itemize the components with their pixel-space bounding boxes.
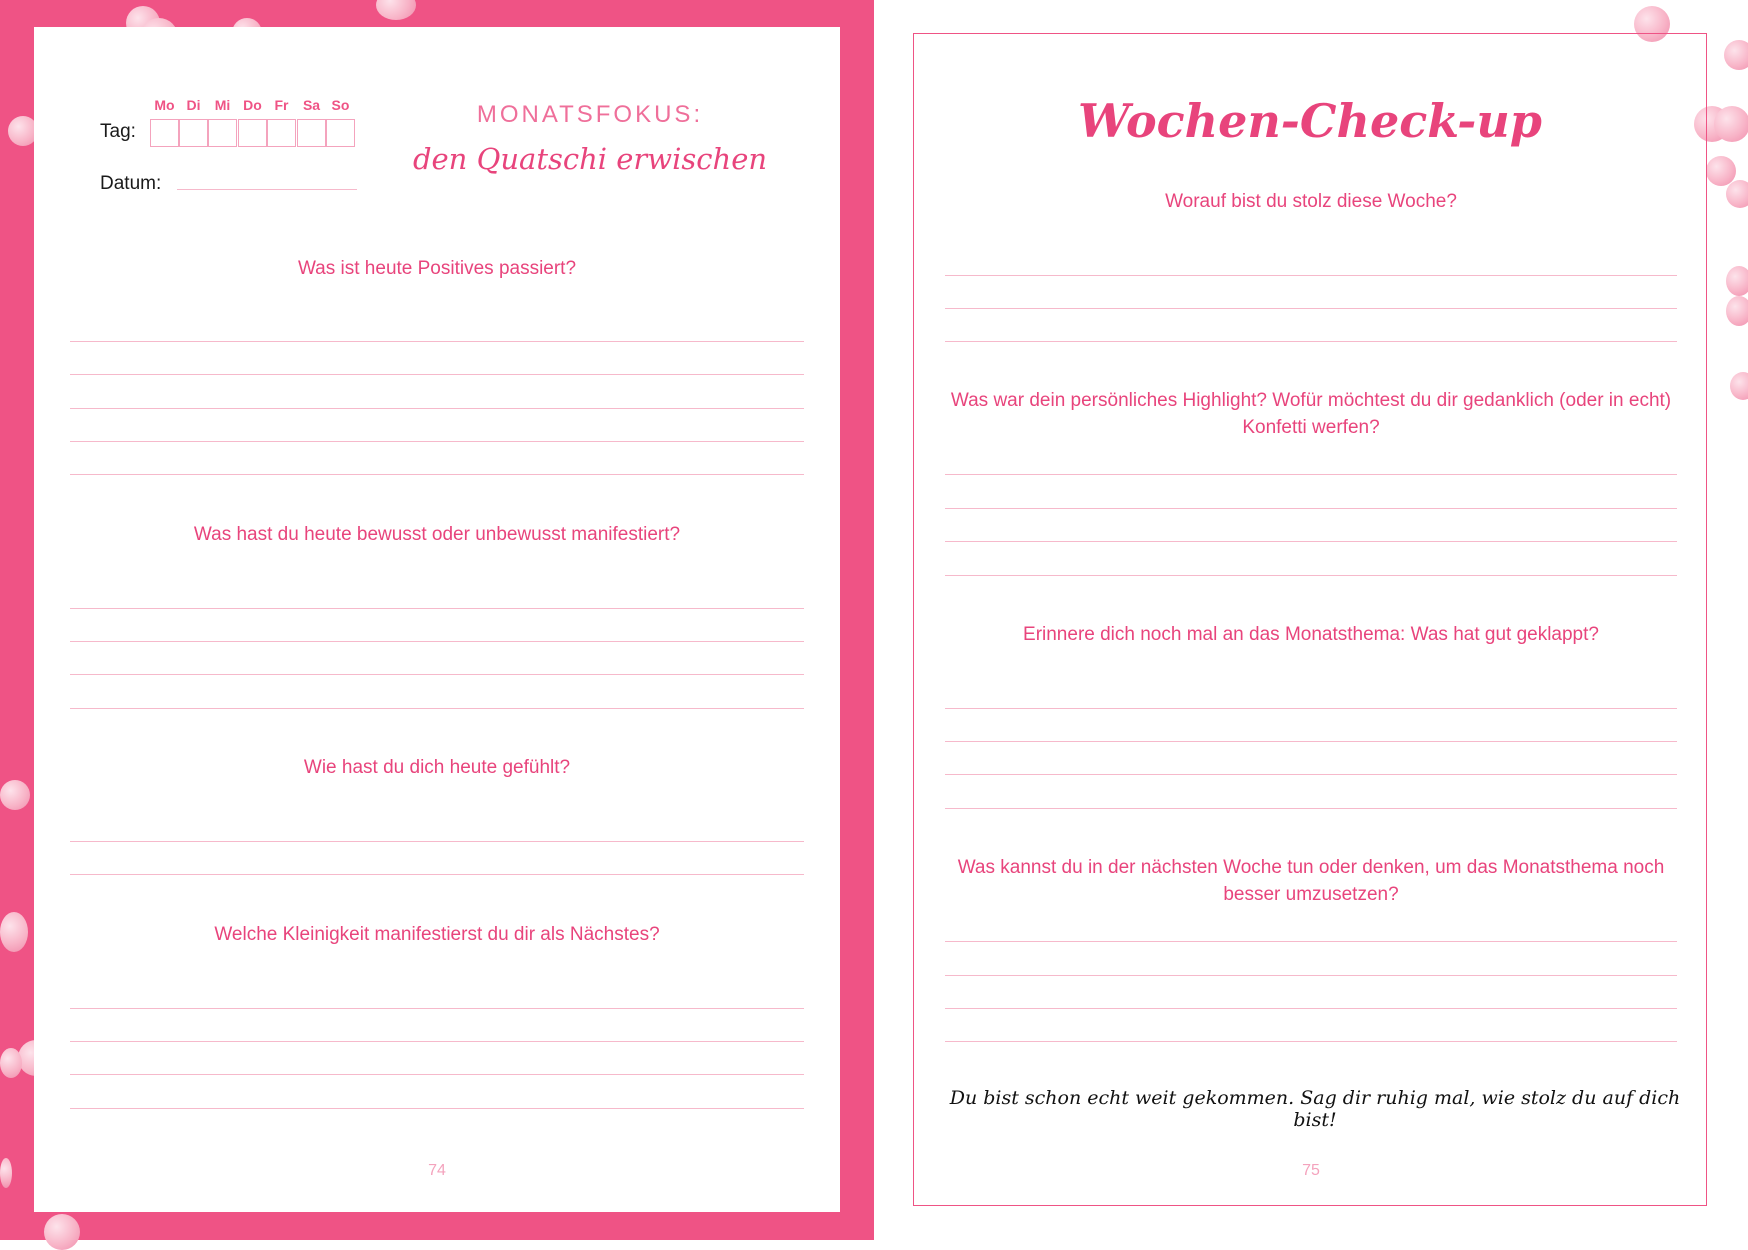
page-number-right: 75 xyxy=(1302,1162,1320,1179)
day-label-do: Do xyxy=(243,97,262,113)
answer-line[interactable] xyxy=(945,708,1677,709)
confetti-dot xyxy=(0,1048,22,1078)
answer-line[interactable] xyxy=(70,1041,804,1042)
day-checkbox-fr[interactable] xyxy=(267,119,296,147)
answer-line[interactable] xyxy=(945,474,1677,475)
right-question-4: Was kannst du in der nächsten Woche tun oder denken, um das Monatsthema noch besser umzusetzen? xyxy=(957,857,1665,905)
confetti-dot xyxy=(1730,372,1748,400)
right-question-1: Worauf bist du stolz diese Woche? xyxy=(1165,191,1457,212)
answer-line[interactable] xyxy=(70,341,804,342)
answer-line[interactable] xyxy=(945,808,1677,809)
answer-line[interactable] xyxy=(945,975,1677,976)
day-checkbox-di[interactable] xyxy=(179,119,208,147)
day-label-sa: Sa xyxy=(302,97,321,113)
focus-heading: MONATSFOKUS: xyxy=(476,101,704,128)
day-label-fr: Fr xyxy=(274,97,289,113)
day-label-di: Di xyxy=(186,97,201,113)
answer-line[interactable] xyxy=(945,741,1677,742)
answer-line[interactable] xyxy=(945,1041,1677,1042)
day-checkbox-mi[interactable] xyxy=(208,119,237,147)
answer-line[interactable] xyxy=(945,1008,1677,1009)
left-question-1: Was ist heute Positives passiert? xyxy=(297,258,577,279)
page-number-left: 74 xyxy=(428,1162,446,1179)
left-question-2: Was hast du heute bewusst oder unbewusst manifestiert? xyxy=(193,524,681,545)
answer-line[interactable] xyxy=(945,508,1677,509)
focus-subtitle: den Quatschi erwischen xyxy=(412,142,768,176)
answer-line[interactable] xyxy=(945,308,1677,309)
confetti-dot xyxy=(1724,40,1748,70)
page-title: Wochen-Check-up xyxy=(1078,94,1542,148)
answer-line[interactable] xyxy=(70,1074,804,1075)
confetti-dot xyxy=(0,780,30,810)
answer-line[interactable] xyxy=(945,341,1677,342)
day-checkbox-sa[interactable] xyxy=(297,119,326,147)
day-checkbox-do[interactable] xyxy=(238,119,267,147)
confetti-dot xyxy=(44,1214,80,1250)
confetti-dot xyxy=(1726,296,1748,326)
answer-line[interactable] xyxy=(945,774,1677,775)
answer-line[interactable] xyxy=(945,575,1677,576)
day-checkbox-mo[interactable] xyxy=(150,119,179,147)
right-question-2: Was war dein persönliches Highlight? Wofür möchtest du dir gedanklich (oder in echt) Konfetti werfen? xyxy=(950,390,1672,438)
right-question-3: Erinnere dich noch mal an das Monatsthema: Was hat gut geklappt? xyxy=(1023,624,1599,645)
confetti-dot xyxy=(1726,180,1748,208)
answer-line[interactable] xyxy=(945,541,1677,542)
datum-field[interactable] xyxy=(177,189,357,190)
confetti-dot xyxy=(0,912,28,952)
day-label-so: So xyxy=(331,97,350,113)
answer-line[interactable] xyxy=(945,275,1677,276)
answer-line[interactable] xyxy=(70,708,804,709)
answer-line[interactable] xyxy=(70,1108,804,1109)
answer-line[interactable] xyxy=(70,374,804,375)
answer-line[interactable] xyxy=(70,474,804,475)
answer-line[interactable] xyxy=(70,1008,804,1009)
confetti-dot xyxy=(0,1158,12,1188)
confetti-dot xyxy=(1714,106,1748,142)
answer-line[interactable] xyxy=(70,441,804,442)
tag-label: Tag: xyxy=(100,121,136,142)
answer-line[interactable] xyxy=(70,841,804,842)
day-label-mo: Mo xyxy=(154,97,175,113)
answer-line[interactable] xyxy=(70,608,804,609)
answer-line[interactable] xyxy=(70,641,804,642)
day-checkbox-so[interactable] xyxy=(326,119,355,147)
answer-line[interactable] xyxy=(945,941,1677,942)
left-question-3: Wie hast du dich heute gefühlt? xyxy=(303,757,571,778)
encouragement-note: Du bist schon echt weit gekommen. Sag dir ruhig mal, wie stolz du auf dich bist! xyxy=(949,1087,1681,1131)
answer-line[interactable] xyxy=(70,674,804,675)
left-question-4: Welche Kleinigkeit manifestierst du dir als Nächstes? xyxy=(214,924,660,945)
confetti-dot xyxy=(1726,266,1748,296)
datum-label: Datum: xyxy=(100,173,162,194)
answer-line[interactable] xyxy=(70,874,804,875)
day-label-mi: Mi xyxy=(214,97,231,113)
answer-line[interactable] xyxy=(70,408,804,409)
left-page xyxy=(34,27,840,1212)
